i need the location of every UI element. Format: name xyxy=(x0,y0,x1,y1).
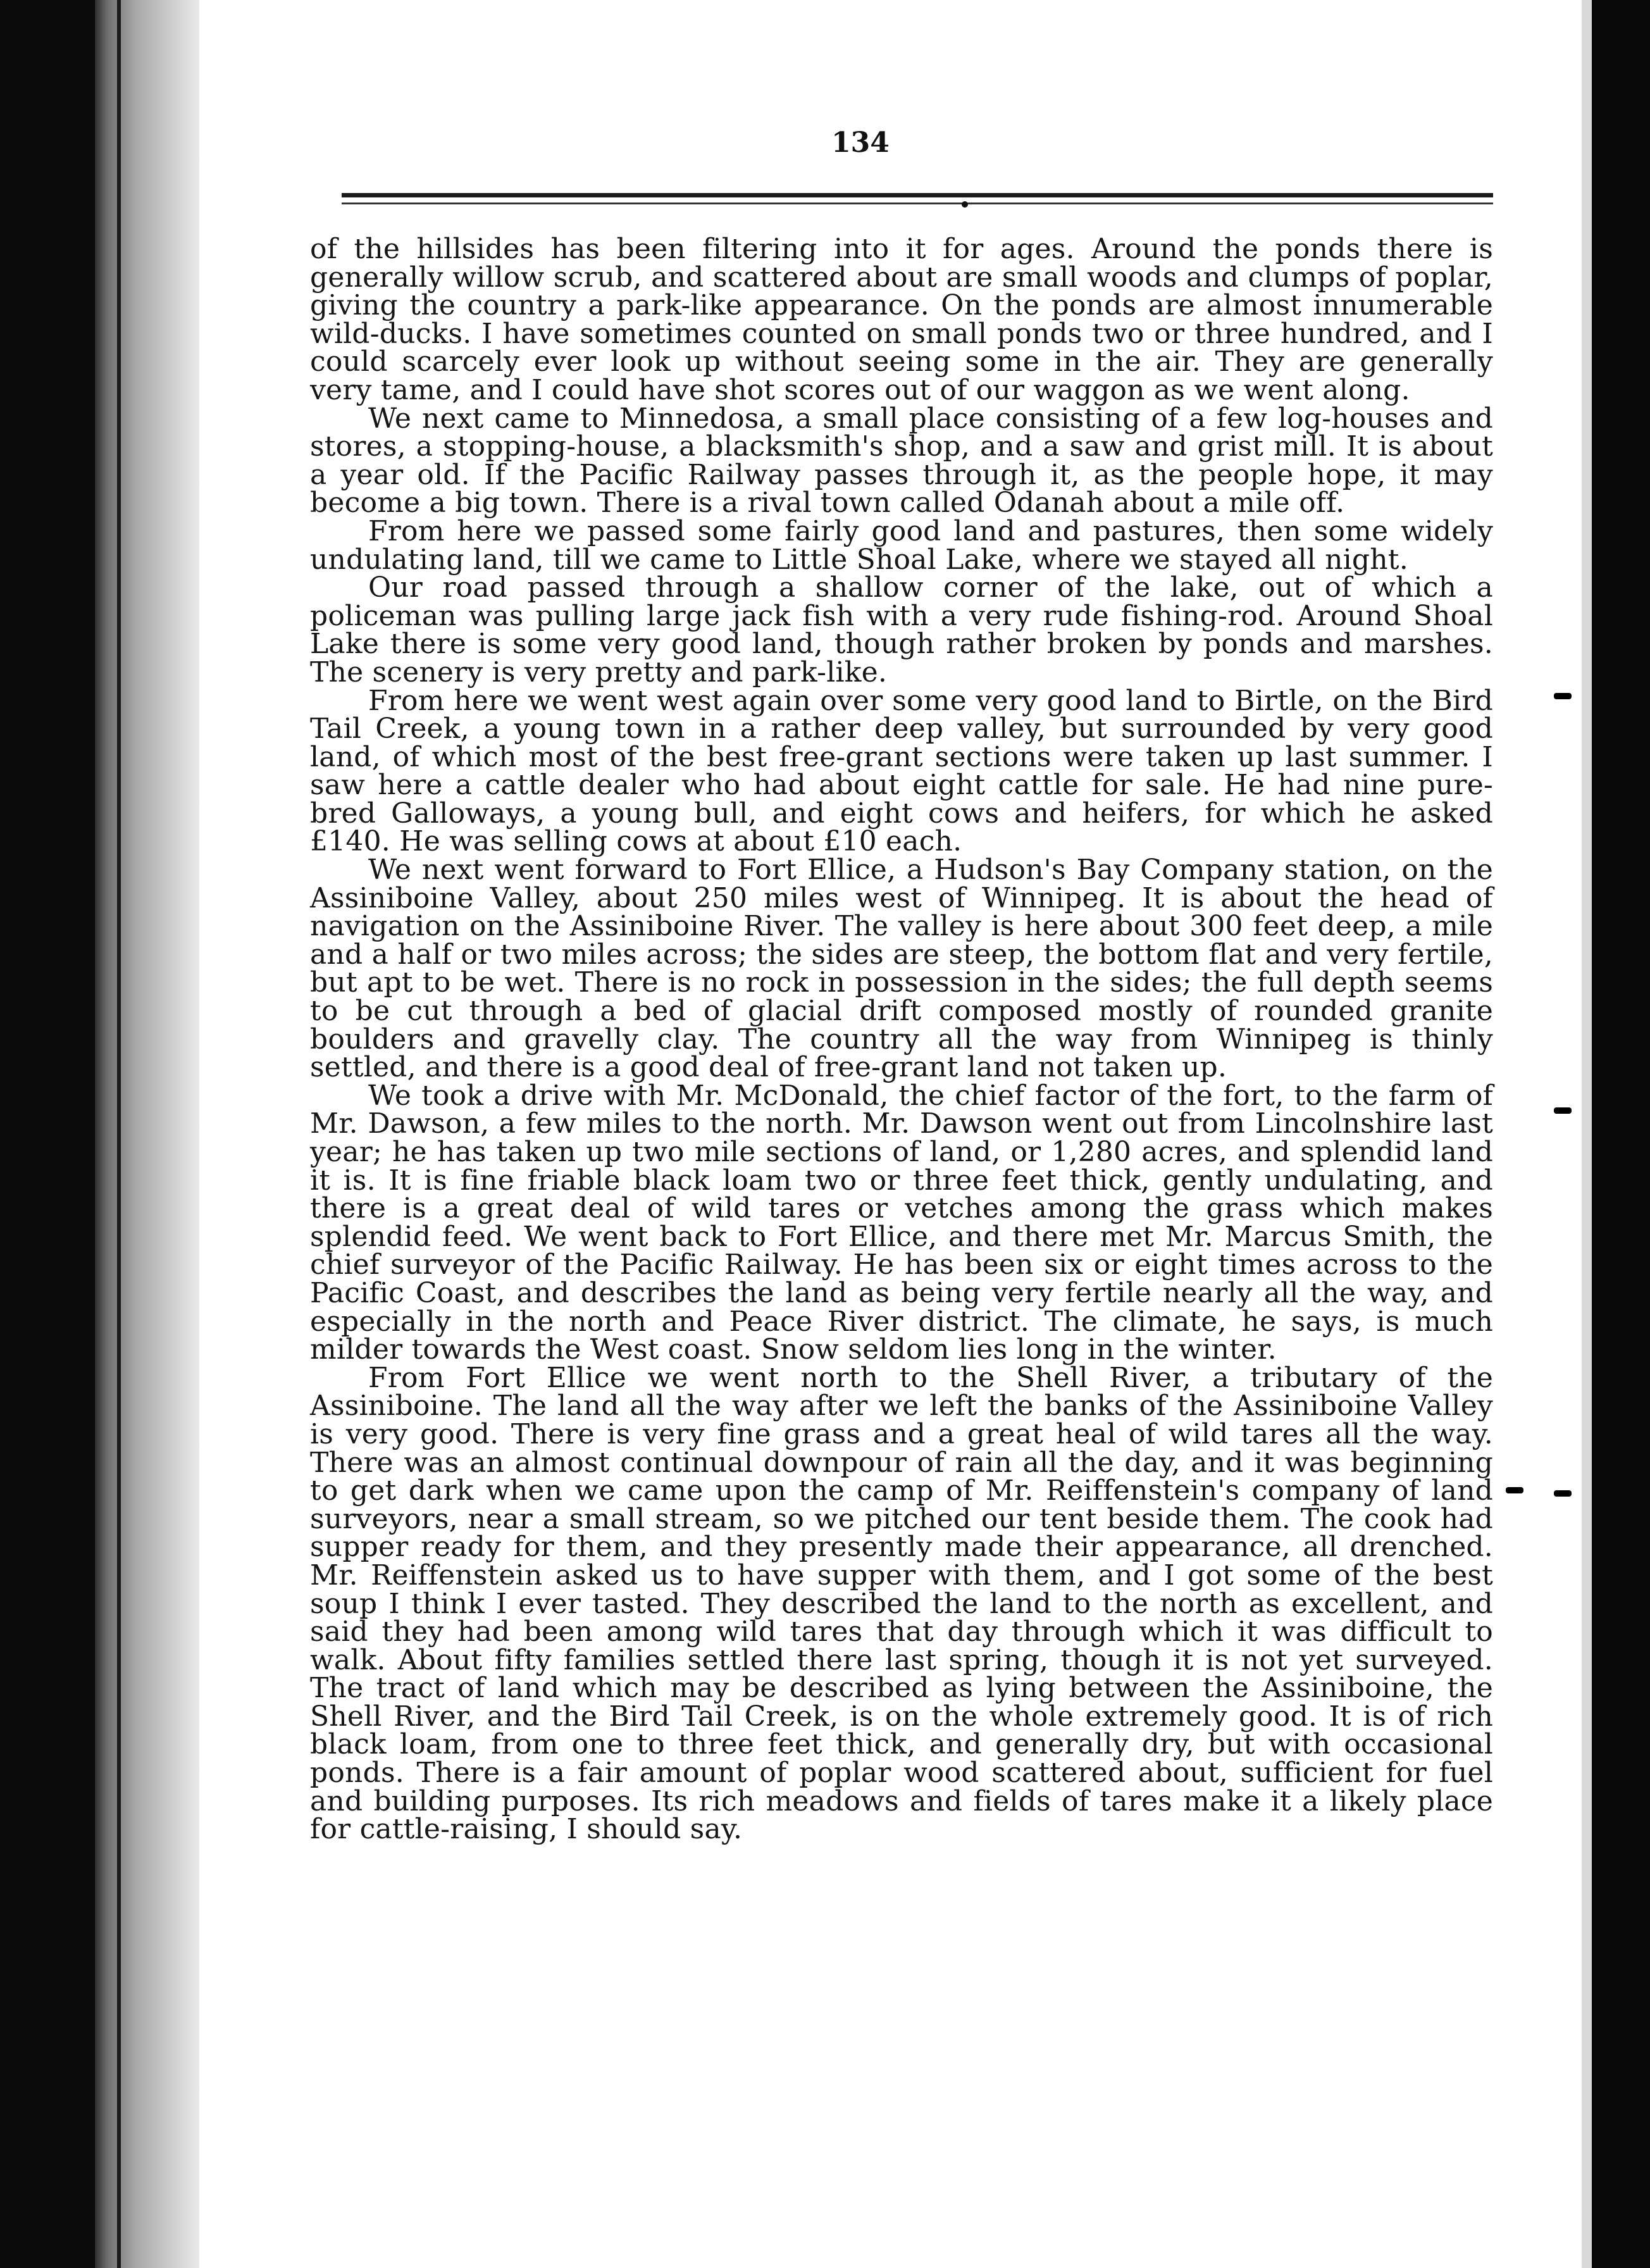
paragraph: From here we went west again over some very good land to Birtle, on the Bird Tail Creek, a young town in a rather deep valley, but surrounded by very good land, of which most of the best free-grant sections were taken up last summer. I saw here a cattle dealer who had about eight cattle for sale. He had nine pure-bred Galloways, a young bull, and eight cows and heifers, for which he asked £140. He was selling cows at about £10 each. xyxy=(310,684,1493,858)
paragraph: We next went forward to Fort Ellice, a Hudson's Bay Company station, on the Assiniboine Valley, about 250 miles west of Winnipeg. It is about the head of navigation on the Assiniboine River. The valley is here about 300 feet deep, a mile and a half or two miles across; the sides are steep, the bottom flat and very fertile, but apt to be wet. There is no rock in possession in the sides; the full depth seems to be cut through a bed of glacial drift composed mostly of rounded granite boulders and gravelly clay. The country all the way from Winnipeg is thinly settled, and there is a good deal of free-grant land not taken up. xyxy=(310,854,1493,1084)
paragraph: From Fort Ellice we went north to the Shell River, a tributary of the Assiniboine. The land all the way after we left the banks of the Assiniboine Valley is very good. There is very fine grass and a great heal of wild tares all the way. There was an almost continual downpour of rain all the day, and it was beginning to get dark when we came upon the camp of Mr. Reiffenstein's company of land surveyors, near a small stream, so we pitched our tent beside them. The cook had supper ready for them, and they presently made their appearance, all drenched. Mr. Reiffenstein asked us to have supper with them, and I got some of the best soup I think I ever tasted. They described the land to the north as excellent, and said they had been among wild tares that day through which it was difficult to walk. About fifty families settled there last spring, though it is not yet surveyed. The tract of land which may be described as lying between the Assiniboine, the Shell River, and the Bird Tail Creek, is on the whole extremely good. It is of rich black loam, from one to three feet thick, and generally dry, but with occasional ponds. There is a fair amount of poplar wood scattered about, sufficient for fuel and building purposes. Its rich meadows and fields of tares make it a likely place for cattle-raising, I should say. xyxy=(310,1361,1493,1846)
margin-mark xyxy=(1506,1487,1523,1493)
paragraph: of the hillsides has been filtering into it for ages. Around the ponds there is generally willow scrub, and scattered about are small woods and clumps of poplar, giving the country a park-like appearance. On the ponds are almost innumerable wild-ducks. I have sometimes counted on small ponds two or three hundred, and I could scarcely ever look up without seeing some in the air. They are generally very tame, and I could have shot scores out of our waggon as we went along. xyxy=(310,233,1493,406)
margin-mark xyxy=(1554,1490,1572,1497)
book-spine-line xyxy=(117,0,121,2268)
paragraph: We next came to Minnedosa, a small place consisting of a few log-houses and stores, a stopping-house, a blacksmith's shop, and a saw and grist mill. It is about a year old. If the Pacific Railway passes through it, as the people hope, it may become a big town. There is a rival town called Odanah about a mile off. xyxy=(310,402,1493,520)
scanner-background-left xyxy=(0,0,95,2268)
margin-mark xyxy=(1554,693,1572,699)
paragraph: From here we passed some fairly good land and pastures, then some widely undulating land, till we came to Little Shoal Lake, where we stayed all night. xyxy=(310,514,1493,576)
header-rule-thick xyxy=(342,193,1493,197)
margin-mark xyxy=(1554,1107,1572,1114)
scanner-background-right xyxy=(1592,0,1650,2268)
header-rule-thin xyxy=(342,202,1493,204)
page-number: 134 xyxy=(831,127,890,159)
paragraph: We took a drive with Mr. McDonald, the chief factor of the fort, to the farm of Mr. Dawson, a few miles to the north. Mr. Dawson went out from Lincolnshire last year; he has taken up two mile sections of land, or 1,280 acres, and splendid land it is. It is fine friable black loam two or three feet thick, gently undulating, and there is a great deal of wild tares or vetches among the grass which makes splendid feed. We went back to Fort Ellice, and there met Mr. Marcus Smith, the chief surveyor of the Pacific Railway. He has been six or eight times across to the Pacific Coast, and describes the land as being very fertile nearly all the way, and especially in the north and Peace River district. The climate, he says, is much milder towards the West coast. Snow seldom lies long in the winter. xyxy=(310,1079,1493,1366)
header-rule-ornament xyxy=(962,201,968,208)
next-page-edge xyxy=(1582,0,1592,2268)
body-text xyxy=(310,235,1493,1844)
book-gutter-shadow xyxy=(95,0,199,2268)
paragraph: Our road passed through a shallow corner of the lake, out of which a policeman was pulling large jack fish with a very rude fishing-rod. Around Shoal Lake there is some very good land, though rather broken by ponds and marshes. The scenery is very pretty and park-like. xyxy=(310,571,1493,688)
